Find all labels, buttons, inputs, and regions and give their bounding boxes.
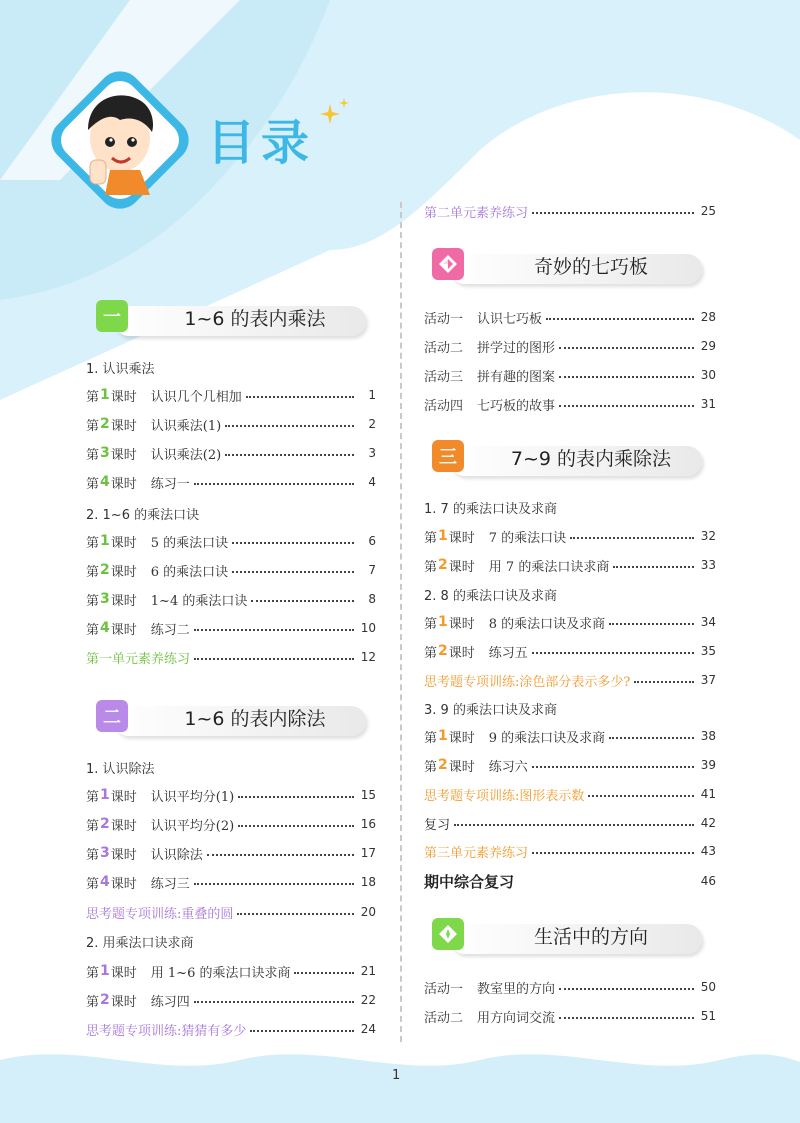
subsection-title: 1. 认识除法 — [86, 762, 155, 777]
toc-entry[interactable]: 第 2 课时 练习五 35 — [424, 643, 716, 661]
toc-entry[interactable]: 第 1 课时 5 的乘法口诀 6 — [86, 533, 376, 551]
toc-entry[interactable]: 第 1 课时 8 的乘法口诀及求商 34 — [424, 614, 716, 632]
subsection-title: 3. 9 的乘法口诀及求商 — [424, 703, 557, 718]
unit-2-header — [96, 700, 366, 740]
page-number: 1 — [392, 1068, 401, 1083]
activity-entry[interactable]: 活动二 用方向词交流 51 — [424, 1009, 716, 1026]
unit-3-header — [432, 440, 702, 480]
unit-title: 1~6 的表内乘法 — [184, 308, 326, 330]
toc-entry[interactable]: 第 1 课时 7 的乘法口诀 32 — [424, 528, 716, 546]
unit-practice-entry[interactable]: 第二单元素养练习 25 — [424, 204, 716, 221]
directions-header — [432, 918, 702, 958]
tangram-header — [432, 248, 702, 288]
toc-entry[interactable]: 第 4 课时 练习一 4 — [86, 474, 376, 492]
subsection-title: 2. 用乘法口诀求商 — [86, 936, 194, 951]
unit-badge: 二 — [96, 700, 128, 732]
review-entry[interactable]: 复习 42 — [424, 816, 716, 833]
toc-entry[interactable]: 第 2 课时 认识乘法(1) 2 — [86, 416, 376, 434]
unit-title: 生活中的方向 — [533, 926, 648, 948]
sparkle-icon — [318, 96, 352, 130]
toc-entry[interactable]: 第 1 课时 用 1~6 的乘法口诀求商 21 — [86, 963, 376, 981]
subsection-title: 2. 8 的乘法口诀及求商 — [424, 589, 557, 604]
unit-title: 奇妙的七巧板 — [533, 256, 648, 278]
activity-entry[interactable]: 活动三 拼有趣的图案 30 — [424, 368, 716, 385]
special-training-entry[interactable]: 思考题专项训练:图形表示数 41 — [424, 787, 716, 804]
toc-entry[interactable]: 第 2 课时 练习六 39 — [424, 757, 716, 775]
avatar — [40, 60, 200, 220]
special-training-entry[interactable]: 思考题专项训练:猜猜有多少 24 — [86, 1022, 376, 1039]
unit-title: 7~9 的表内乘除法 — [510, 448, 672, 470]
unit-1-header — [96, 300, 366, 340]
midterm-review-entry[interactable]: 期中综合复习 46 — [424, 872, 716, 891]
activity-entry[interactable]: 活动四 七巧板的故事 31 — [424, 397, 716, 414]
toc-entry[interactable]: 第 3 课时 认识除法 17 — [86, 845, 376, 863]
toc-entry[interactable]: 第 1 课时 9 的乘法口诀及求商 38 — [424, 728, 716, 746]
toc-entry[interactable]: 第 1 课时 认识平均分(1) 15 — [86, 787, 376, 805]
toc-entry[interactable]: 第 4 课时 练习二 10 — [86, 620, 376, 638]
toc-entry[interactable]: 第 2 课时 用 7 的乘法口诀求商 33 — [424, 557, 716, 575]
column-divider — [400, 202, 402, 1042]
toc-entry[interactable]: 第 2 课时 6 的乘法口诀 7 — [86, 562, 376, 580]
toc-entry[interactable]: 第 4 课时 练习三 18 — [86, 874, 376, 892]
special-training-entry[interactable]: 思考题专项训练:重叠的圆 20 — [86, 905, 376, 922]
unit-practice-entry[interactable]: 第三单元素养练习 43 — [424, 844, 716, 861]
subsection-title: 1. 认识乘法 — [86, 362, 155, 377]
activity-entry[interactable]: 活动一 认识七巧板 28 — [424, 310, 716, 327]
toc-entry[interactable]: 第 1 课时 认识几个几相加 1 — [86, 387, 376, 405]
subsection-title: 1. 7 的乘法口诀及求商 — [424, 502, 557, 517]
unit-badge: 一 — [96, 300, 128, 332]
toc-entry[interactable]: 第 3 课时 认识乘法(2) 3 — [86, 445, 376, 463]
tangram-icon — [432, 248, 464, 280]
toc-entry[interactable]: 第 3 课时 1~4 的乘法口诀 8 — [86, 591, 376, 609]
page-title: 目录 — [207, 115, 316, 171]
unit-practice-entry[interactable]: 第一单元素养练习 12 — [86, 650, 376, 667]
special-training-entry[interactable]: 思考题专项训练:涂色部分表示多少? 37 — [424, 673, 716, 690]
unit-badge: 三 — [432, 440, 464, 472]
activity-entry[interactable]: 活动二 拼学过的图形 29 — [424, 339, 716, 356]
toc-entry[interactable]: 第 2 课时 练习四 22 — [86, 992, 376, 1010]
unit-title: 1~6 的表内除法 — [184, 708, 326, 730]
toc-entry[interactable]: 第 2 课时 认识平均分(2) 16 — [86, 816, 376, 834]
subsection-title: 2. 1~6 的乘法口诀 — [86, 508, 200, 523]
compass-icon — [432, 918, 464, 950]
activity-entry[interactable]: 活动一 教室里的方向 50 — [424, 980, 716, 997]
